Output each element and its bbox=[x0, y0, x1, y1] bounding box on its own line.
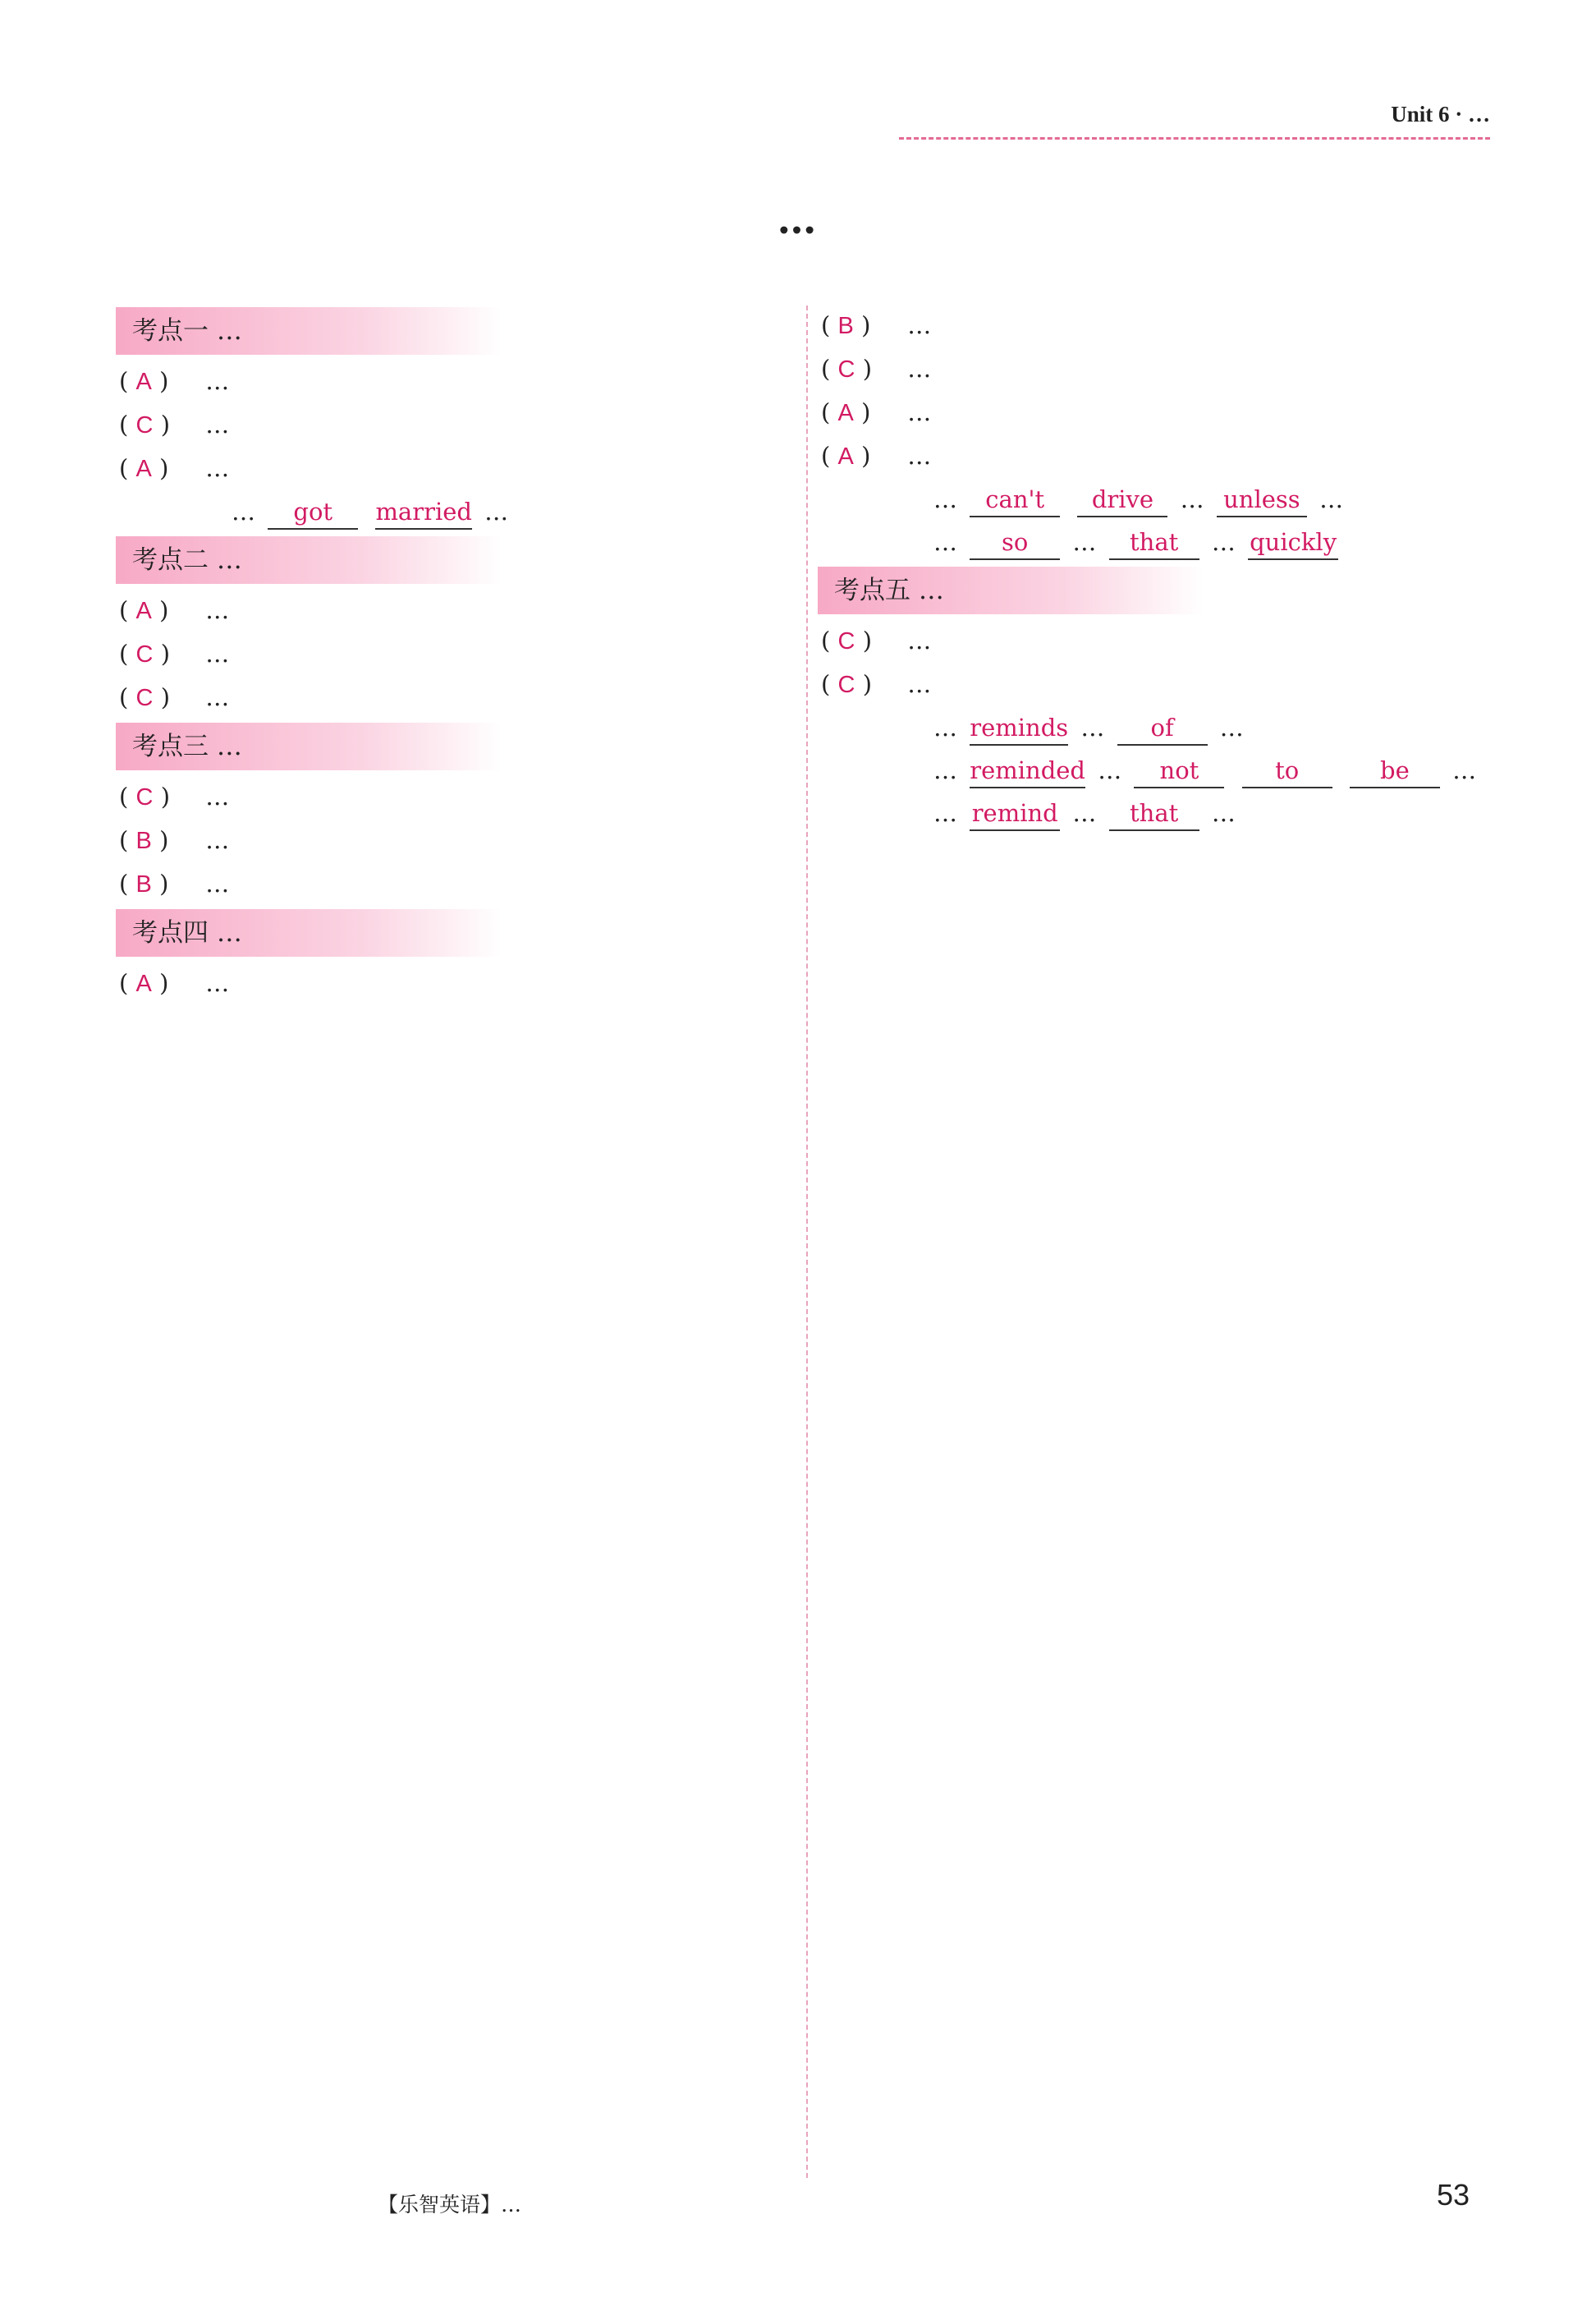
unit-title: Unit 6 · … bbox=[1391, 102, 1490, 126]
blank[interactable]: be bbox=[1350, 754, 1440, 788]
question-1: ( A ) … bbox=[119, 589, 832, 632]
question-2: ( B ) … bbox=[119, 819, 832, 862]
page-number: 53 bbox=[1437, 2178, 1470, 2212]
page-title: … bbox=[777, 197, 819, 243]
question-2: ( C ) … bbox=[119, 632, 832, 676]
answer-bracket: ( C ) bbox=[119, 783, 171, 811]
answer-bracket: ( B ) bbox=[821, 311, 871, 339]
question-5: ( A ) … bbox=[821, 434, 1494, 478]
fill-sentence: … so … that … quickly bbox=[821, 521, 1494, 563]
page-header bbox=[899, 97, 1490, 143]
blank[interactable]: drive bbox=[1077, 483, 1167, 517]
question-3: ( C ) … bbox=[821, 347, 1494, 391]
blank[interactable]: reminds bbox=[970, 711, 1068, 746]
blank[interactable]: can't bbox=[970, 483, 1060, 517]
question-1: ( A ) … bbox=[119, 360, 832, 403]
answer-bracket: ( A ) bbox=[119, 454, 169, 482]
fill-sentence: … can't drive … unless … bbox=[821, 478, 1494, 521]
fill-sentence: … reminded … not to be … bbox=[821, 749, 1494, 792]
right-column bbox=[821, 304, 1494, 834]
answer-bracket: ( C ) bbox=[821, 627, 873, 655]
question-3: ( C ) … bbox=[119, 676, 832, 719]
answer-bracket: ( A ) bbox=[119, 596, 169, 624]
blank[interactable]: that bbox=[1109, 797, 1199, 831]
question-2: ( B ) … bbox=[821, 304, 1494, 347]
blank[interactable]: so bbox=[970, 526, 1060, 560]
footer-text: 【乐智英语】… bbox=[378, 2193, 522, 2217]
blank[interactable]: not bbox=[1134, 754, 1224, 788]
blank[interactable]: unless bbox=[1217, 483, 1307, 517]
blank[interactable]: of bbox=[1117, 711, 1208, 746]
question-2: ( C ) … bbox=[821, 663, 1494, 706]
answer-bracket: ( C ) bbox=[119, 411, 171, 439]
blank[interactable]: quickly bbox=[1248, 526, 1338, 560]
answer-bracket: ( B ) bbox=[119, 826, 169, 854]
blank[interactable]: that bbox=[1109, 526, 1199, 560]
answer-bracket: ( A ) bbox=[821, 398, 871, 426]
answer-bracket: ( C ) bbox=[119, 640, 171, 668]
answer-bracket: ( A ) bbox=[119, 969, 169, 997]
blank[interactable]: remind bbox=[970, 797, 1060, 831]
blank[interactable]: to bbox=[1242, 754, 1332, 788]
blank[interactable]: married bbox=[375, 495, 472, 530]
question-4: ( A ) … bbox=[821, 391, 1494, 434]
question-3: ( A ) … bbox=[119, 447, 832, 490]
fill-sentence: … reminds … of … bbox=[821, 706, 1494, 749]
answer-bracket: ( C ) bbox=[821, 355, 873, 383]
section-tab-5: 考点五 … bbox=[818, 567, 1204, 614]
answer-bracket: ( A ) bbox=[119, 367, 169, 395]
fill-sentence: … got married … bbox=[119, 490, 832, 533]
blank[interactable]: reminded bbox=[970, 754, 1085, 788]
answer-bracket: ( B ) bbox=[119, 870, 169, 898]
header-divider bbox=[899, 137, 1490, 140]
section-tab-1: 考点一 … bbox=[116, 307, 502, 355]
section-tab-3: 考点三 … bbox=[116, 723, 502, 770]
question-1: ( C ) … bbox=[119, 775, 832, 819]
answer-bracket: ( A ) bbox=[821, 442, 871, 470]
question-1: ( C ) … bbox=[821, 619, 1494, 663]
question-3: ( B ) … bbox=[119, 862, 832, 906]
left-column bbox=[119, 304, 832, 1005]
answer-bracket: ( C ) bbox=[119, 683, 171, 711]
section-tab-2: 考点二 … bbox=[116, 536, 502, 584]
question-2: ( C ) … bbox=[119, 403, 832, 447]
fill-sentence: … remind … that … bbox=[821, 792, 1494, 834]
answer-bracket: ( C ) bbox=[821, 670, 873, 698]
section-tab-4: 考点四 … bbox=[116, 909, 502, 957]
blank[interactable]: got bbox=[268, 495, 358, 530]
question-1: ( A ) … bbox=[119, 962, 832, 1005]
